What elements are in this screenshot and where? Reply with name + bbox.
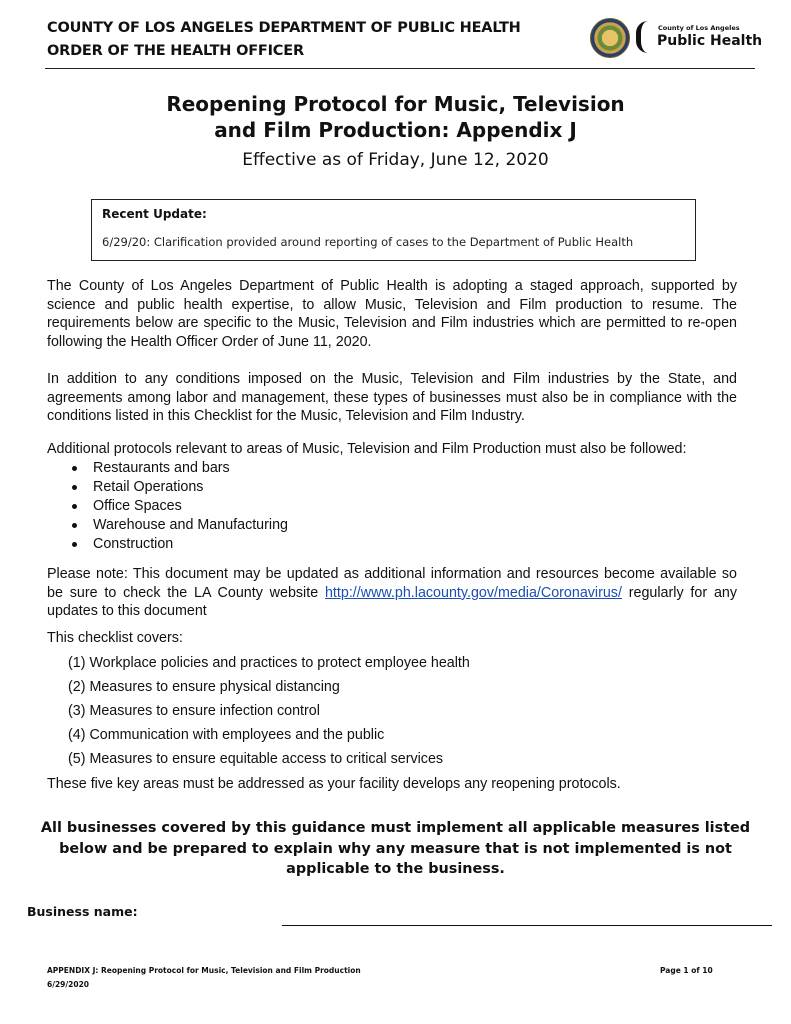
effective-date: Effective as of Friday, June 12, 2020 (242, 150, 549, 170)
page-title-line-1: Reopening Protocol for Music, Television (166, 92, 625, 116)
footer-date: 6/29/2020 (47, 980, 90, 989)
header-line-2: ORDER OF THE HEALTH OFFICER (47, 43, 304, 59)
checklist-areas (68, 653, 470, 773)
note-suffix: regularly for any updates to this document (47, 584, 737, 619)
page-number: Page 1 of 10 (660, 966, 713, 975)
conditions-paragraph: In addition to any conditions imposed on the Music, Television and Film industries by the State, and agreements among labor and management, these types of businesses must also be in compliance with the conditions listed in this Checklist for the Music, Television and Film Industry. (47, 371, 737, 424)
header-rule (45, 68, 755, 69)
recent-update-text: 6/29/20: Clarification provided around reporting of cases to the Department of Public Health (102, 235, 634, 249)
list-item: Construction (47, 535, 288, 554)
list-item: (4) Communication with employees and the public (68, 727, 385, 743)
swoosh-icon (636, 21, 657, 53)
page-title-line-2: and Film Production: Appendix J (214, 118, 577, 142)
list-item: (2) Measures to ensure physical distancing (68, 679, 340, 695)
business-name-field[interactable] (282, 925, 772, 926)
recent-update-box (91, 199, 696, 261)
header-line-1: COUNTY OF LOS ANGELES DEPARTMENT OF PUBLIC HEALTH (47, 20, 521, 36)
list-item: (1) Workplace policies and practices to protect employee health (68, 655, 470, 671)
business-name-label: Business name: (27, 904, 138, 919)
logo-big-text: Public Health (657, 33, 763, 49)
list-item: Office Spaces (47, 497, 288, 516)
logo-small-text: County of Los Angeles (658, 24, 740, 32)
note-paragraph (47, 565, 737, 621)
list-item: (5) Measures to ensure equitable access to critical services (68, 751, 444, 767)
county-seal-icon (590, 18, 630, 58)
public-health-logo (636, 19, 763, 57)
checklist-intro: This checklist covers: (47, 630, 183, 646)
list-item: Retail Operations (47, 478, 288, 497)
checklist-outro: These five key areas must be addressed as your facility develops any reopening protocols. (47, 776, 621, 792)
list-item: Restaurants and bars (47, 459, 288, 478)
note-text: Please note: This document may be updated as additional information and resources become available so be sure to check the LA County website (47, 566, 737, 601)
recent-update-heading: Recent Update: (102, 207, 207, 221)
intro-paragraph: The County of Los Angeles Department of Public Health is adopting a staged approach, supported by science and public health expertise, to allow Music, Television and Film production to resume. The requirements below are specific to the Music, Television and Film industries which are permitted to re-open following the Health Officer Order of June 11, 2020. (47, 278, 737, 350)
additional-protocols-paragraph: Additional protocols relevant to areas of Music, Television and Film Production must also be followed: (47, 441, 687, 457)
list-item: Warehouse and Manufacturing (47, 516, 288, 535)
list-item: (3) Measures to ensure infection control (68, 703, 320, 719)
protocols-list (47, 459, 288, 554)
footer-title: APPENDIX J: Reopening Protocol for Music, Television and Film Production (47, 966, 361, 975)
compliance-notice: All businesses covered by this guidance must implement all applicable measures listed below and be prepared to explain why any measure that is not implemented is not applicable to the business. (40, 820, 751, 877)
la-county-website-link[interactable]: http://www.ph.lacounty.gov/media/Coronavirus/ (324, 584, 622, 601)
